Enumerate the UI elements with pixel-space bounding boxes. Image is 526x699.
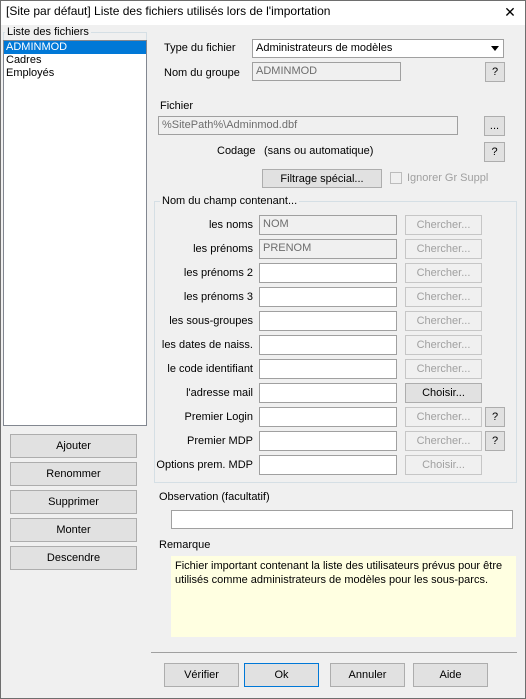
move-down-button[interactable]: Descendre: [10, 546, 137, 570]
chevron-down-icon: [491, 46, 499, 51]
remark-label: Remarque: [159, 539, 211, 551]
field-row-input[interactable]: [259, 335, 397, 355]
file-label: Fichier: [160, 100, 194, 112]
field-row-label: les sous-groupes: [169, 315, 253, 327]
add-button[interactable]: Ajouter: [10, 434, 137, 458]
window-title: [Site par défaut] Liste des fichiers utilisés lors de l'importation: [6, 4, 331, 18]
group-name-help-button[interactable]: ?: [485, 62, 505, 82]
field-row-label: les prénoms 3: [183, 291, 253, 303]
field-row-input[interactable]: [259, 263, 397, 283]
field-row-label: Premier MDP: [186, 435, 253, 447]
file-type-select[interactable]: [252, 39, 504, 58]
field-row-search-button[interactable]: Chercher...: [405, 263, 482, 283]
move-up-button[interactable]: Monter: [10, 518, 137, 542]
field-row-search-button[interactable]: Chercher...: [405, 287, 482, 307]
field-row-search-button[interactable]: Chercher...: [405, 335, 482, 355]
list-item[interactable]: Cadres: [6, 54, 42, 66]
field-row-input[interactable]: [259, 311, 397, 331]
field-row-input[interactable]: [259, 383, 397, 403]
file-path-field[interactable]: %SitePath%\Adminmod.dbf: [158, 116, 458, 135]
observation-label: Observation (facultatif): [159, 491, 270, 503]
field-row-input[interactable]: PRENOM: [259, 239, 397, 259]
fields-group-legend: Nom du champ contenant...: [162, 195, 298, 207]
file-type-label: Type du fichier: [164, 42, 236, 54]
field-row-label: l'adresse mail: [186, 387, 253, 399]
special-filter-button[interactable]: Filtrage spécial...: [262, 169, 382, 188]
field-row-help-button[interactable]: ?: [485, 407, 505, 427]
group-name-label: Nom du groupe: [164, 67, 240, 79]
field-row-label: Premier Login: [184, 411, 253, 423]
encoding-value: (sans ou automatique): [264, 145, 374, 157]
field-row-label: les dates de naiss.: [161, 339, 253, 351]
footer-separator: [151, 652, 517, 653]
files-list-legend: Liste des fichiers: [7, 26, 89, 38]
field-row-search-button[interactable]: Chercher...: [405, 359, 482, 379]
close-icon[interactable]: ✕: [504, 4, 516, 20]
field-row-input[interactable]: [259, 431, 397, 451]
group-name-field[interactable]: ADMINMOD: [252, 62, 401, 81]
help-button[interactable]: Aide: [413, 663, 488, 687]
observation-field[interactable]: [171, 510, 513, 529]
field-row-input[interactable]: [259, 407, 397, 427]
ignore-group-label: Ignorer Gr Suppl: [407, 172, 489, 184]
file-type-value: Administrateurs de modèles: [256, 42, 393, 54]
field-row-search-button[interactable]: Chercher...: [405, 431, 482, 451]
cancel-button[interactable]: Annuler: [330, 663, 405, 687]
field-row-search-button[interactable]: Choisir...: [405, 383, 482, 403]
field-row-label: les prénoms: [193, 243, 253, 255]
field-row-search-button[interactable]: Chercher...: [405, 311, 482, 331]
field-row-search-button[interactable]: Chercher...: [405, 407, 482, 427]
rename-button[interactable]: Renommer: [10, 462, 137, 486]
encoding-label: Codage: [217, 145, 256, 157]
field-row-search-button[interactable]: Choisir...: [405, 455, 482, 475]
field-row-label: Options prem. MDP: [156, 459, 253, 471]
encoding-help-button[interactable]: ?: [484, 142, 505, 162]
dropdown-arrow-button[interactable]: [486, 40, 503, 57]
field-row-input[interactable]: NOM: [259, 215, 397, 235]
field-row-search-button[interactable]: Chercher...: [405, 215, 482, 235]
browse-file-button[interactable]: ...: [484, 116, 505, 136]
verify-button[interactable]: Vérifier: [164, 663, 239, 687]
field-row-help-button[interactable]: ?: [485, 431, 505, 451]
list-item[interactable]: Employés: [6, 67, 55, 79]
list-item[interactable]: ADMINMOD: [4, 41, 146, 54]
ignore-group-checkbox[interactable]: [390, 172, 402, 184]
field-row-label: les noms: [208, 219, 253, 231]
field-row-label: les prénoms 2: [183, 267, 253, 279]
field-row-search-button[interactable]: Chercher...: [405, 239, 482, 259]
ok-button[interactable]: Ok: [244, 663, 319, 687]
delete-button[interactable]: Supprimer: [10, 490, 137, 514]
field-row-input[interactable]: [259, 359, 397, 379]
field-row-input[interactable]: [259, 287, 397, 307]
files-list[interactable]: [3, 40, 147, 426]
remark-text: Fichier important contenant la liste des utilisateurs prévus pour être utilisés comme administrateurs de modèles pour les sous-parcs.: [171, 556, 516, 637]
field-row-label: le code identifiant: [167, 363, 253, 375]
field-row-input[interactable]: [259, 455, 397, 475]
